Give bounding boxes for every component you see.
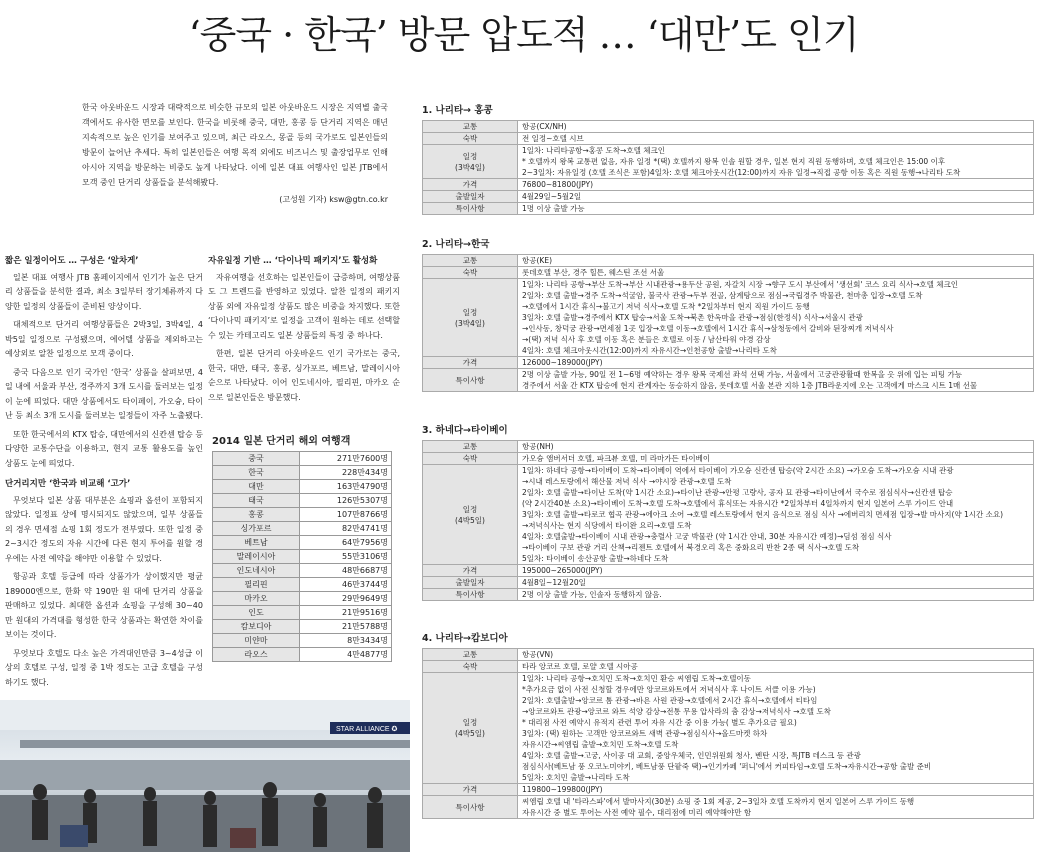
row-line: *추가요금 없이 사전 신청할 경우에만 앙코르와트에서 저녁식사 후 나이트 서클 이용 가능) [522, 685, 816, 694]
airport-photo-illustration [0, 700, 410, 852]
row-label: 특이사항 [423, 369, 518, 392]
traveler-count-cell: 21만5788명 [300, 620, 392, 634]
paragraph: 중국 다음으로 인기 국가인 ‘한국’ 상품을 살펴보면, 4일 내에 서울과 부산, 경주까지 3개 도시를 둘러보는 일정이 눈에 띄었다. 대만 상품에서도 타이페이, 가오슝, 타이난 등 최소 3개 도시를 둘러보는 일정들이 자주 노출됐다. [5, 367, 203, 420]
itinerary-title: 1. 나리타→ 홍콩 [422, 105, 493, 116]
row-line: * 호텔까지 왕복 교통편 없음, 자유 일정 *(택) 호텔까지 왕복 인솔 원할 경우, 일본 현지 직원 동행하며, 호텔 체크인은 15:00 이후 [522, 157, 946, 166]
row-content [518, 267, 1034, 279]
row-content [518, 441, 1034, 453]
paragraph: 항공과 호텔 등급에 따라 상품가가 상이했지만 평균 189000엔으로, 한화 약 190만 원 대에 단거리 상품을 판매하고 있었다. 최대한 옵션과 쇼핑을 구성해 30~40만 원대의 가격대를 형성한 한국 상품과는 확연한 차이를 보이는 것이다. [5, 572, 203, 639]
row-line: 항공(VN) [522, 650, 554, 659]
traveler-count-cell: 29만9649명 [300, 592, 392, 606]
row-line: 4일차: 호텔 출발→고궁, 사이공 대 교회, 중앙우체국, 인민위원회 청사, 벤탄 시장, 특JTB 데스크 등 관광 [522, 751, 861, 760]
itinerary-row [423, 673, 1034, 784]
itinerary-row [423, 255, 1034, 267]
country-cell: 한국 [213, 466, 300, 480]
row-content [518, 121, 1034, 133]
paragraph: 일본 대표 여행사 JTB 홈페이지에서 인기가 높은 단거리 상품들을 분석한 결과, 최소 3일부터 장기체류까지 다양한 일정의 상품들이 준비된 양상이다. [5, 272, 203, 311]
row-line: 5일차: 호치민 출발→나리타 도착 [522, 773, 630, 782]
row-line: 2명 이상 출발 가능, 인솔자 동행하지 않음. [522, 590, 662, 599]
traveler-count-cell: 126만5307명 [300, 494, 392, 508]
row-label: 숙박 [423, 453, 518, 465]
row-content [518, 649, 1034, 661]
itinerary-table [422, 440, 1034, 601]
row-line: 5일차: 타이베이 송산공항 출발→하네다 도착 [522, 554, 669, 563]
itinerary-row [423, 203, 1034, 215]
itinerary-title: 4. 나리타→캄보디아 [422, 633, 508, 644]
row-label: 출발일자 [423, 577, 518, 589]
row-line: 1명 이상 출발 가능 [522, 204, 585, 213]
row-label: 가격 [423, 565, 518, 577]
row-line: 119800~199800(JPY) [522, 785, 603, 794]
itinerary-row [423, 796, 1034, 819]
ranking-title: 2014 일본 단거리 해외 여행객 [212, 436, 351, 447]
row-label: 출발일자 [423, 191, 518, 203]
row-line: 2일차: 호텔 출발→경주 도착→석굴암, 불국사 관광→두부 전골, 삼계탕으로 점심→국립경주 박물관, 천마총 입장→호텔 도착 [522, 291, 923, 300]
row-line: 4일차: 호텔 체크아웃시간(12:00)까지 자유시간→인천공항 출발→나리타 도착 [522, 346, 777, 355]
row-line: →시내 레스토랑에서 해산물 저녁 식사 →야시장 관광→호텔 도착 [522, 477, 732, 486]
row-line: 195000~265000(JPY) [522, 566, 603, 575]
row-content [518, 453, 1034, 465]
row-line: 항공(CX/NH) [522, 122, 567, 131]
ranking-table [212, 451, 392, 662]
byline: (고성원 기자) ksw@gtn.co.kr [279, 195, 388, 204]
row-line: 가오슝 앰버서더 호텔, 파크뷰 호텔, 미 라마가든 타이베이 [522, 454, 711, 463]
row-line: 1일차: 나리타 공항→호치민 도착→호치민 환승 씨엠립 도착→호텔이동 [522, 674, 751, 683]
itinerary-row [423, 784, 1034, 796]
country-cell: 홍콩 [213, 508, 300, 522]
itinerary-row [423, 589, 1034, 601]
itinerary-row [423, 267, 1034, 279]
row-label: 숙박 [423, 133, 518, 145]
itinerary-row [423, 369, 1034, 392]
row-line: 4월8일~12월20일 [522, 578, 586, 587]
row-label: 특이사항 [423, 589, 518, 601]
row-line: 2명 이상 출발 가능, 90일 전 1~6명 예약하는 경우 왕복 국제선 좌석 선택 가능, 서울에서 고궁관광활때 한복을 옷 위에 입는 피팅 가능 [522, 370, 962, 379]
row-line: →앙코르와트 관광→앙코르 와트 석양 감상→전통 무용 압사라의 춤 감상→저녁식사 →호텔 도착 [522, 707, 831, 716]
row-label: 일정 (4박5일) [423, 465, 518, 565]
airport-checkin-photo [0, 700, 410, 852]
itinerary-table [422, 648, 1034, 819]
country-cell: 중국 [213, 452, 300, 466]
ranking-row [213, 466, 392, 480]
row-line: →타이베이 구보 관광 거리 산책→리젠트 호텔에서 북경오리 혹은 중화요리 반찬 2종 택 식사→호텔 도착 [522, 543, 860, 552]
country-cell: 마카오 [213, 592, 300, 606]
itinerary-row [423, 133, 1034, 145]
ranking-row [213, 634, 392, 648]
itinerary-korea [422, 236, 1034, 392]
row-line: 3일차: 호텔 출발→경주에서 KTX 탑승→서울 도착→북촌 한옥마을 관광→점심(한정식) 식사→서울시 관광 [522, 313, 863, 322]
row-label: 특이사항 [423, 796, 518, 819]
traveler-count-cell: 8만3434명 [300, 634, 392, 648]
row-content [518, 133, 1034, 145]
paragraph: 자유여행을 선호하는 일본인들이 급증하며, 여행상품도 그 트렌드를 반영하고 있었다. 알찬 일정의 패키지 상품 외에 자유일정 상품도 많은 비중을 차지했다. 또한 ‘다이나믹 패키지’로 일정을 고객이 원하는 데로 선택할 수 있는 카테고리도 일본 상품들의 특징 중 하나다. [208, 272, 400, 340]
row-line: 3일차: (택) 원하는 고객만 앙코르와트 새벽 관광→점심식사→올드마켓 하차 [522, 729, 768, 738]
subhead: 자유일정 기반 … ‘다이나믹 패키지’도 활성화 [208, 256, 378, 266]
row-line: 4일차: 호텔출발→타이베이 시내 관광→충렬사 고궁 박물관 (약 1시간 안내, 30분 자유시간 예정)→딤섬 점심 식사 [522, 532, 892, 541]
row-line: 76800~81800(JPY) [522, 180, 594, 189]
traveler-count-cell: 228만434명 [300, 466, 392, 480]
itinerary-hongkong [422, 102, 1034, 215]
ranking-row [213, 564, 392, 578]
itinerary-row [423, 453, 1034, 465]
country-cell: 필리핀 [213, 578, 300, 592]
ranking-row [213, 536, 392, 550]
row-label: 일정 (3박4일) [423, 145, 518, 179]
traveler-count-cell: 21만9516명 [300, 606, 392, 620]
row-label: 특이사항 [423, 203, 518, 215]
country-cell: 캄보디아 [213, 620, 300, 634]
row-content [518, 203, 1034, 215]
ranking-row [213, 522, 392, 536]
ranking-row [213, 648, 392, 662]
country-cell: 태국 [213, 494, 300, 508]
row-line: 2일차: 호텔 출발→타이난 도착(약 1시간 소요)→타이난 관광→안평 고량사, 공자 묘 관광→타이난에서 국수로 점심식사→신칸센 탑승 [522, 488, 953, 497]
row-content [518, 661, 1034, 673]
row-line: 롯데호텔 부산, 경주 힐튼, 웨스틴 조선 서울 [522, 268, 665, 277]
paragraph: 무엇보다 호텔도 다소 높은 가격대인만큼 3~4성급 이상의 호텔로 구성, 일정 중 1박 정도는 고급 호텔을 구성하기도 했다. [5, 648, 203, 687]
itinerary-row [423, 145, 1034, 179]
traveler-count-cell: 4만4877명 [300, 648, 392, 662]
paragraph: 한편, 일본 단거리 아웃바운드 인기 국가로는 중국, 한국, 대만, 태국, 홍콩, 싱가포르, 베트남, 말레이시아 순으로 나타났다. 이어 인도네시아, 필리핀, 마카오 순으로 일본인들은 방문했다. [208, 349, 400, 402]
row-label: 가격 [423, 357, 518, 369]
headline: ‘중국 · 한국’ 방문 압도적 … ‘대만’도 인기 [188, 13, 859, 57]
row-line: 타라 앙코르 호텔, 로얄 호텔 시아공 [522, 662, 638, 671]
row-content [518, 191, 1034, 203]
country-cell: 인도네시아 [213, 564, 300, 578]
row-content [518, 357, 1034, 369]
row-content [518, 279, 1034, 357]
ranking-row [213, 606, 392, 620]
row-label: 숙박 [423, 661, 518, 673]
row-content [518, 369, 1034, 392]
row-line: 자유시간 중 별도 투어는 사전 예약 필수, 대리점에 미리 예약해야만 함 [522, 808, 752, 817]
row-label: 가격 [423, 784, 518, 796]
itinerary-row [423, 577, 1034, 589]
row-content [518, 255, 1034, 267]
row-line: (약 2시간40분 소요)→타이베이 도착→호텔 도착→호텔에서 휴식또는 자유시간 *2일차부터 4일차까지 현지 일본어 스루 가이드 안내 [522, 499, 954, 508]
subhead: 단거리지만 ‘한국과 비교해 ‘고가’ [5, 479, 131, 489]
row-label: 가격 [423, 179, 518, 191]
traveler-count-cell: 46만3744명 [300, 578, 392, 592]
paragraph: 대체적으로 단거리 여행상품들은 2박3일, 3박4일, 4박5일 일정으로 구성됐으며, 에어텔 상품을 제외하고는 예상외로 알찬 일정으로 모객 중이다. [5, 320, 203, 358]
row-content [518, 673, 1034, 784]
itinerary-row [423, 121, 1034, 133]
country-cell: 대만 [213, 480, 300, 494]
row-label: 교통 [423, 441, 518, 453]
country-cell: 베트남 [213, 536, 300, 550]
row-content [518, 179, 1034, 191]
itinerary-title: 3. 하네다→타이베이 [422, 425, 508, 436]
row-line: * 대리점 사전 예약시 유적지 관련 투어 자유 시간 중 이용 가능( 별도 추가요금 필요) [522, 718, 797, 727]
ranking-row [213, 480, 392, 494]
row-label: 일정 (3박4일) [423, 279, 518, 357]
paragraph: 또한 한국에서의 KTX 탑승, 대만에서의 신칸센 탑승 등 다양한 교통수단을 이용하고, 현지 교통 활용도를 높인 상품도 눈에 띄었다. [5, 429, 203, 468]
itinerary-table [422, 254, 1034, 392]
row-line: →저녁식사는 현지 식당에서 타이완 요리→호텔 도착 [522, 521, 692, 530]
row-label: 숙박 [423, 267, 518, 279]
row-line: 1일차: 하네다 공항→타이베이 도착→타이베이 역에서 타이베이 가오슝 신칸센 탑승(약 2시간 소요) →가오슝 도착→가오슝 시내 관광 [522, 466, 954, 475]
row-content [518, 465, 1034, 565]
article-column-1 [5, 248, 203, 694]
row-line: 전 일정~호텔 시브 [522, 134, 584, 143]
row-label: 교통 [423, 255, 518, 267]
row-content [518, 589, 1034, 601]
row-line: 점심식사(베트남 풍 오코노미야키, 베트남풍 단팥죽 택)→인기카페 '퍼니'에서 커피타임→호텔 도착→자유시간→공항 출발 준비 [522, 762, 932, 771]
ranking-row [213, 578, 392, 592]
paragraph: 무엇보다 일본 상품 대부분은 쇼핑과 옵션이 포함되지 않았다. 일정표 상에 명시되지도 않았으며, 일부 상품들의 경우 면세점 쇼핑 1회 정도가 전부였다. 또한 일정 중 2~3시간 정도의 자유 시간에 다른 현지 투어를 원할 경우에는 사전 예약을 해야만 이용할 수 있었다. [5, 495, 203, 563]
ranking-row [213, 452, 392, 466]
itinerary-row [423, 661, 1034, 673]
ranking-table-box [212, 432, 392, 662]
row-line: 4월29일~5월2일 [522, 192, 582, 201]
itinerary-row [423, 649, 1034, 661]
country-cell: 싱가포르 [213, 522, 300, 536]
row-line: →호텔에서 1시간 휴식→불고기 저녁 식사→호텔 도착 *2일차부터 현지 직원 가이드 동행 [522, 302, 810, 311]
country-cell: 라오스 [213, 648, 300, 662]
itinerary-row [423, 465, 1034, 565]
row-content [518, 577, 1034, 589]
ranking-row [213, 494, 392, 508]
row-line: 1일차: 나리타공항→홍콩 도착→호텔 체크인 [522, 146, 665, 155]
row-label: 일정 (4박5일) [423, 673, 518, 784]
article-column-2 [208, 248, 400, 409]
country-cell: 미얀마 [213, 634, 300, 648]
itinerary-row [423, 441, 1034, 453]
traveler-count-cell: 82만4741명 [300, 522, 392, 536]
ranking-row [213, 592, 392, 606]
row-content [518, 796, 1034, 819]
lead-text: 한국 아웃바운드 시장과 대략적으로 비슷한 규모의 일본 아웃바운드 시장은 지역별 출국객에서도 유사한 면모를 보인다. 한국을 비롯해 중국, 대만, 홍콩 등 단거리 지역은 매년 지속적으로 높은 인기를 보여주고 있으며, 최근 라오스, 몽골 등의 국가로도 일본인들의 방문이 늘어난 추세다. 특히 일본인들은 여행 목적 외에도 비즈니스 및 출장업무로 인해 아시아 지역을 방문하는 비중도 높게 나타났다. 이에 일본 대표 여행사인 일본 JTB에서 모객 중인 단거리 상품들을 분석해봤다. [82, 103, 388, 187]
row-line: 경주에서 서울 간 KTX 탑승에 현지 관계자는 동승하지 않음, 롯데호텔 서울 본관 지하 1층 JTB라운지에 오는 고객에게 마스크 시트 1매 선물 [522, 381, 978, 390]
itinerary-row [423, 279, 1034, 357]
itinerary-row [423, 179, 1034, 191]
ranking-row [213, 550, 392, 564]
row-line: 자유시간→씨엠립 출발→호치민 도착→호텔 도착 [522, 740, 679, 749]
row-line: 1일차: 나리타 공항→부산 도착→부산 시내관광→용두산 공원, 자갈치 시장 →향구 도시 부산에서 '생선회' 코스 요리 식사→호텔 체크인 [522, 280, 958, 289]
row-line: →인사동, 창덕궁 관광→면세점 1곳 입장→호텔 이동→호텔에서 1시간 휴식→삼청동에서 갈비와 된장찌개 저녁식사 [522, 324, 894, 333]
traveler-count-cell: 55만3106명 [300, 550, 392, 564]
row-line: 항공(NH) [522, 442, 554, 451]
row-content [518, 145, 1034, 179]
traveler-count-cell: 271만7600명 [300, 452, 392, 466]
itinerary-title: 2. 나리타→한국 [422, 239, 490, 250]
row-line: 126000~189000(JPY) [522, 358, 603, 367]
row-line: →(택) 저녁 식사 후 호텔 이동 혹은 분들은 호텔로 이동 / 남산타워 야경 감상 [522, 335, 771, 344]
itinerary-row [423, 357, 1034, 369]
row-label: 교통 [423, 649, 518, 661]
traveler-count-cell: 48만6687명 [300, 564, 392, 578]
country-cell: 인도 [213, 606, 300, 620]
row-content [518, 784, 1034, 796]
itinerary-row [423, 191, 1034, 203]
star-alliance-sign: STAR ALLIANCE ✪ [336, 726, 398, 733]
row-line: 씨엠립 호텔 내 '타라스파'에서 발마사지(30분) 쇼핑 중 1회 제공, 2~3일차 호텔 도착까지 현지 일본어 스루 가이드 동행 [522, 797, 915, 806]
row-line: 3일차: 호텔 출발→타로코 협곡 관광→에아크 소어 →호텔 레스토랑에서 현지 음식으로 점심 식사 →에버리치 면세점 입장→발 마사지(약 1시간 소요) [522, 510, 1004, 519]
row-content [518, 565, 1034, 577]
itinerary-taipei [422, 422, 1034, 601]
ranking-row [213, 508, 392, 522]
traveler-count-cell: 107만8766명 [300, 508, 392, 522]
row-line: 2~3일차: 자유일정 (호텔 조식은 포함)4일차: 호텔 체크아웃시간(12:00)까지 자유 일정→직접 공항 이동 혹은 직원 동행→나리타 도착 [522, 168, 961, 177]
subhead: 짧은 일정이어도 … 구성은 ‘알차게’ [5, 256, 139, 266]
row-label: 교통 [423, 121, 518, 133]
row-line: 2일차: 호텔출발→앙코르 톰 관광→바욘 사원 관광→호텔에서 2시간 휴식→호텔에서 티타임 [522, 696, 818, 705]
country-cell: 말레이시아 [213, 550, 300, 564]
traveler-count-cell: 64만7956명 [300, 536, 392, 550]
row-line: 항공(KE) [522, 256, 552, 265]
itinerary-cambodia [422, 630, 1034, 819]
ranking-row [213, 620, 392, 634]
lead-paragraph [82, 100, 388, 207]
itinerary-row [423, 565, 1034, 577]
itinerary-table [422, 120, 1034, 215]
traveler-count-cell: 163만4790명 [300, 480, 392, 494]
